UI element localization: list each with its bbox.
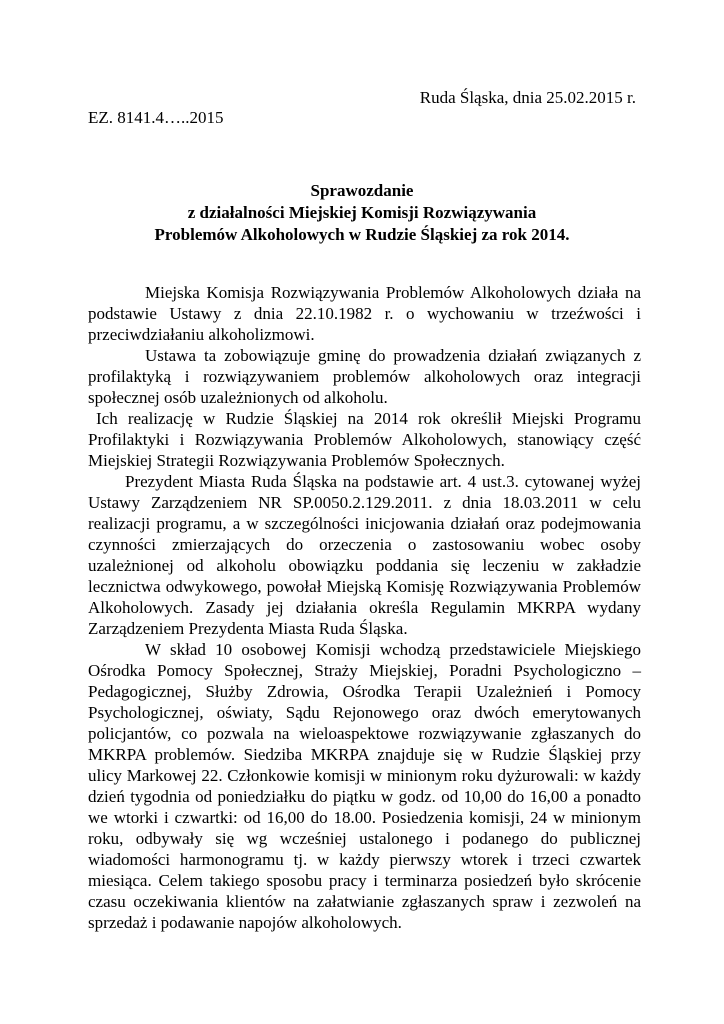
body-line: Ustawy Zarządzeniem NR SP.0050.2.129.2011. z dnia 18.03.2011 w celu — [88, 493, 641, 512]
body-line: Alkoholowych. Zasady jej działania określa Regulamin MKRPA wydany — [88, 598, 641, 617]
body-line: wiadomości harmonogramu tj. w każdy pierwszy wtorek i trzeci czwartek — [88, 850, 641, 869]
body-line: sprzedaż i podawanie napojów alkoholowych. — [88, 913, 402, 932]
body-line: podstawie Ustawy z dnia 22.10.1982 r. o wychowaniu w trzeźwości i — [88, 304, 641, 323]
report-body — [88, 282, 641, 933]
body-line: Ośrodka Pomocy Społecznej, Straży Miejskiej, Poradni Psychologiczno – — [88, 661, 641, 680]
body-line: Ustawa ta zobowiązuje gminę do prowadzenia działań związanych z — [145, 346, 641, 365]
body-line: ulicy Markowej 22. Członkowie komisji w minionym roku dyżurowali: w każdy — [88, 766, 641, 785]
body-line: lecznictwa odwykowego, powołał Miejską Komisję Rozwiązywania Problemów — [88, 577, 641, 596]
body-line: czasu oczekiwania klientów na załatwianie zgłaszanych spraw i zezwoleń na — [88, 892, 641, 911]
body-line: policjantów, co pozwala na wieloaspektowe rozwiązywanie zgłaszanych do — [88, 724, 641, 743]
body-line: profilaktyką i rozwiązywaniem problemów alkoholowych oraz integracji — [88, 367, 641, 386]
body-line: przeciwdziałaniu alkoholizmowi. — [88, 325, 315, 344]
body-line: Psychologicznej, oświaty, Sądu Rejonowego oraz dwóch emerytowanych — [88, 703, 641, 722]
body-line: W skład 10 osobowej Komisji wchodzą przedstawiciele Miejskiego — [145, 640, 641, 659]
body-line: we wtorki i czwartki: od 16,00 do 18.00. Posiedzenia komisji, 24 w minionym — [88, 808, 641, 827]
document-title — [60, 180, 664, 246]
body-line: społecznej osób uzależnionych od alkoholu. — [88, 388, 388, 407]
place-date: Ruda Śląska, dnia 25.02.2015 r. — [419, 88, 636, 107]
title-line: z działalności Miejskiej Komisji Rozwiązywania — [187, 203, 537, 222]
body-line: dzień tygodnia od poniedziałku do piątku w godz. od 10,00 do 16,00 a ponadto — [88, 787, 641, 806]
title-line: Problemów Alkoholowych w Rudzie Śląskiej za rok 2014. — [154, 225, 570, 244]
body-line: MKRPA problemów. Siedziba MKRPA znajduje się w Rudzie Śląskiej przy — [88, 745, 641, 764]
body-line: Profilaktyki i Rozwiązywania Problemów Alkoholowych, stanowiący część — [88, 430, 641, 449]
title-line: Sprawozdanie — [310, 181, 414, 200]
reference-number: EZ. 8141.4…..2015 — [88, 108, 224, 127]
body-line: uzależnionej od alkoholu obowiązku poddania się leczeniu w zakładzie — [88, 556, 641, 575]
body-line: miesiąca. Celem takiego sposobu pracy i terminarza posiedzeń było skrócenie — [88, 871, 641, 890]
body-line: Pedagogicznej, Służby Zdrowia, Ośrodka Terapii Uzależnień i Pomocy — [88, 682, 641, 701]
body-line: realizacji programu, a w szczególności inicjowania działań oraz podejmowania — [88, 514, 641, 533]
body-line: Ich realizację w Rudzie Śląskiej na 2014 rok określił Miejski Programu — [96, 409, 641, 428]
body-line: Miejskiej Strategii Rozwiązywania Problemów Społecznych. — [88, 451, 505, 470]
body-line: czynności zmierzających do orzeczenia o zastosowaniu wobec osoby — [88, 535, 641, 554]
body-line: Zarządzeniem Prezydenta Miasta Ruda Śląska. — [88, 619, 408, 638]
body-line: Prezydent Miasta Ruda Śląska na podstawie art. 4 ust.3. cytowanej wyżej — [125, 472, 641, 491]
body-line: roku, odbywały się wg wcześniej ustalonego i podanego do publicznej — [88, 829, 641, 848]
body-line: Miejska Komisja Rozwiązywania Problemów Alkoholowych działa na — [145, 283, 641, 302]
